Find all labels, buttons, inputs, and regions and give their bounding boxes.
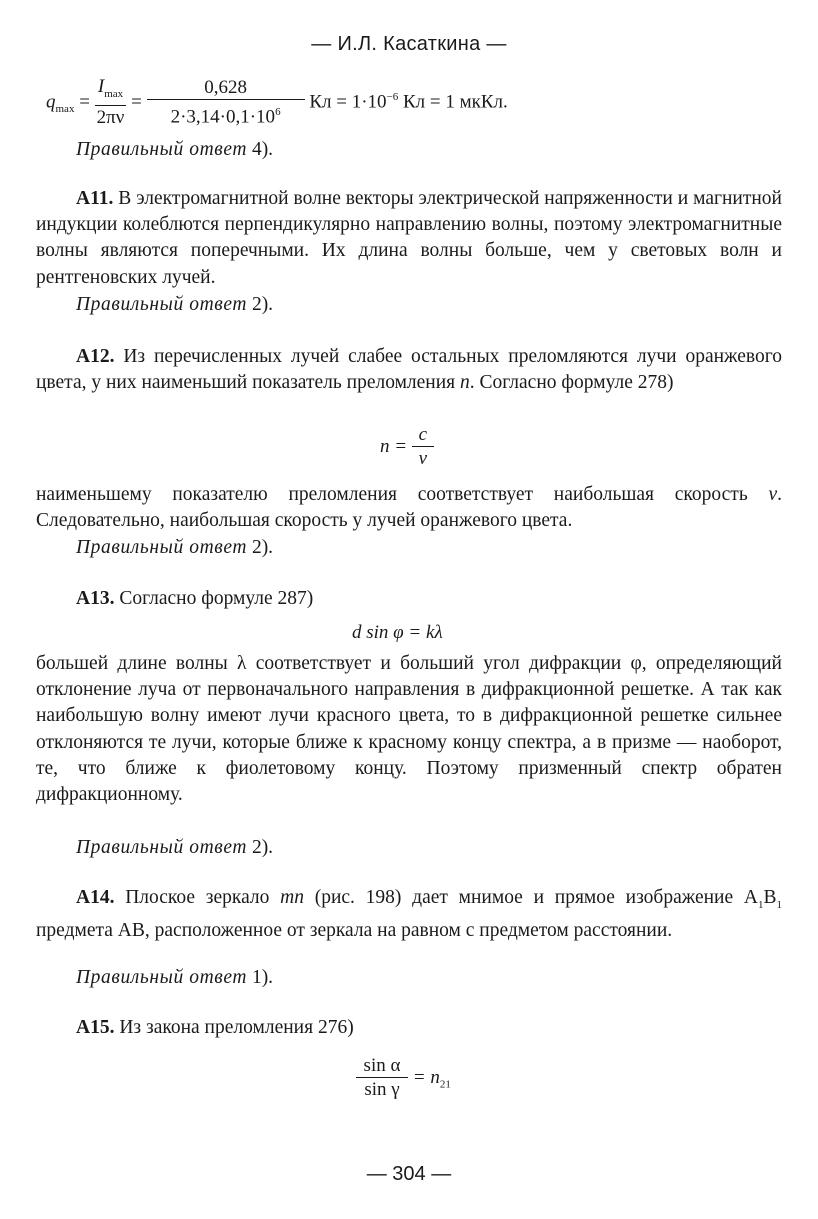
fraction-denominator-2pinu: 2πν	[96, 106, 125, 128]
section-a15-text: Из закона преломления 276)	[114, 1017, 354, 1038]
section-a14-label: А14.	[76, 887, 115, 908]
subscript-1: 1	[776, 898, 782, 911]
subscript-1: 1	[757, 898, 764, 911]
formula-rhs-n: = n	[412, 1066, 440, 1088]
answer-value: 2).	[251, 294, 274, 315]
section-a14	[36, 885, 782, 944]
fraction-v: v	[418, 448, 428, 469]
answer-a11	[76, 292, 273, 318]
formula-q-subscript: max	[55, 103, 75, 116]
running-header: — И.Л. Касаткина —	[311, 33, 507, 55]
fraction-c: c	[412, 424, 434, 447]
section-a12-label: А12.	[76, 346, 115, 367]
section-a12-after-text: наименьшему показателю преломления соответствует наибольшая скорость	[36, 484, 769, 505]
fraction-numeric	[147, 77, 305, 129]
answer-value: 2).	[251, 537, 274, 558]
formula-q-max: $q_{max}$ = $\frac{I_{max}}{2\pi\nu}$ = $\frac{0,628}{2\cdot 3,14\cdot 0,1\cdot 10^6}$ Кл = $1\cdot 10^{-6}$ Кл = 1 мкКл.	[46, 76, 508, 128]
formula-snell-law	[356, 1055, 451, 1102]
section-a14-text-4: предмета АВ, расположенное от зеркала на равном с предметом расстоянии.	[36, 920, 673, 942]
section-a14-text-3: В	[763, 887, 777, 908]
fraction-numeric-denominator: 2·3,14·0,1·10	[170, 106, 276, 128]
answer-label: Правильный ответ	[76, 837, 248, 858]
section-a15	[36, 1015, 782, 1041]
section-a15-label: А15.	[76, 1017, 115, 1038]
answer-a12	[76, 535, 273, 561]
fraction-sin-alpha: sin α	[356, 1055, 408, 1078]
formula-n-equals-c-over-v	[380, 424, 434, 471]
answer-label: Правильный ответ	[76, 294, 248, 315]
fraction-c-over-v	[412, 424, 434, 471]
variable-v: v	[768, 484, 778, 505]
variable-mn: mn	[280, 887, 304, 908]
answer-value: 1).	[251, 967, 274, 988]
formula-diffraction: d sin φ = kλ	[352, 622, 443, 643]
answer-a14	[76, 965, 273, 991]
fraction-numerator-i: I	[97, 76, 105, 97]
formula-rhs-subscript: 21	[439, 1078, 451, 1091]
answer-a13	[76, 835, 273, 861]
variable-n: n	[460, 372, 470, 394]
section-a14-text: Плоское зеркало	[114, 887, 281, 908]
section-a13-continuation: большей длине волны λ соответствует и больший угол дифракции φ, определяющий отклонение луча от первоначального направления в дифракционной решетке. А так как наибольшую волну имеют лучи красного цвета, то в дифракционной решетке сильнее отклоняются те лучи, которые ближе к красному концу спектра, а в призме — наоборот, те, что ближе к фиолетовому концу. Поэтому призменный спектр обратен дифракционному.	[36, 653, 782, 806]
formula-result-part1: Кл = 1·10	[309, 91, 387, 113]
fraction-sin-alpha-over-sin-gamma	[356, 1055, 408, 1102]
answer-label: Правильный ответ	[76, 967, 248, 988]
fraction-numeric-numerator: 0,628	[147, 77, 305, 100]
section-a12-after-text-end: . Следовательно, наибольшая скорость у лучей оранжевого цвета.	[36, 484, 782, 532]
formula-result-exponent: −6	[386, 90, 399, 103]
answer-value: 4).	[251, 139, 274, 160]
section-a14-text-2: (рис. 198) дает мнимое и прямое изображение А	[303, 887, 758, 908]
section-a13	[36, 586, 782, 612]
answer-value: 2).	[251, 837, 274, 858]
section-a12-continuation	[36, 482, 782, 534]
answer-label: Правильный ответ	[76, 139, 248, 160]
section-a13-text: Согласно формуле 287)	[114, 588, 314, 609]
fraction-numeric-exponent: 6	[275, 105, 281, 118]
section-a11-text: В электромагнитной волне векторы электрической напряженности и магнитной индукции колеблются перпендикулярно направлению волны, поэтому электромагнитные волны являются поперечными. Их длина волны больше, чем у световых волн и рентгеновских лучей.	[36, 188, 782, 288]
section-a12-text: Из перечисленных лучей слабее остальных преломляются лучи оранжевого цвета, у них наименьший показатель преломления	[36, 346, 782, 394]
section-a11-label: А11.	[76, 188, 114, 209]
fraction-numerator-subscript: max	[104, 87, 124, 100]
answer-a10	[76, 137, 273, 163]
section-a12-text-end: . Согласно формуле 278)	[469, 372, 674, 394]
fraction-sin-gamma: sin γ	[364, 1079, 400, 1100]
section-a12	[36, 344, 782, 396]
formula-n-lhs: n =	[380, 435, 408, 457]
answer-label: Правильный ответ	[76, 537, 248, 558]
formula-result-part2: Кл = 1 мкКл.	[398, 91, 508, 113]
fraction-imax-over-2pinu	[95, 76, 127, 130]
section-a11	[36, 186, 782, 291]
page-number: — 304 —	[366, 1163, 452, 1185]
section-a13-label: А13.	[76, 588, 115, 609]
formula-q-symbol: q	[46, 91, 56, 113]
